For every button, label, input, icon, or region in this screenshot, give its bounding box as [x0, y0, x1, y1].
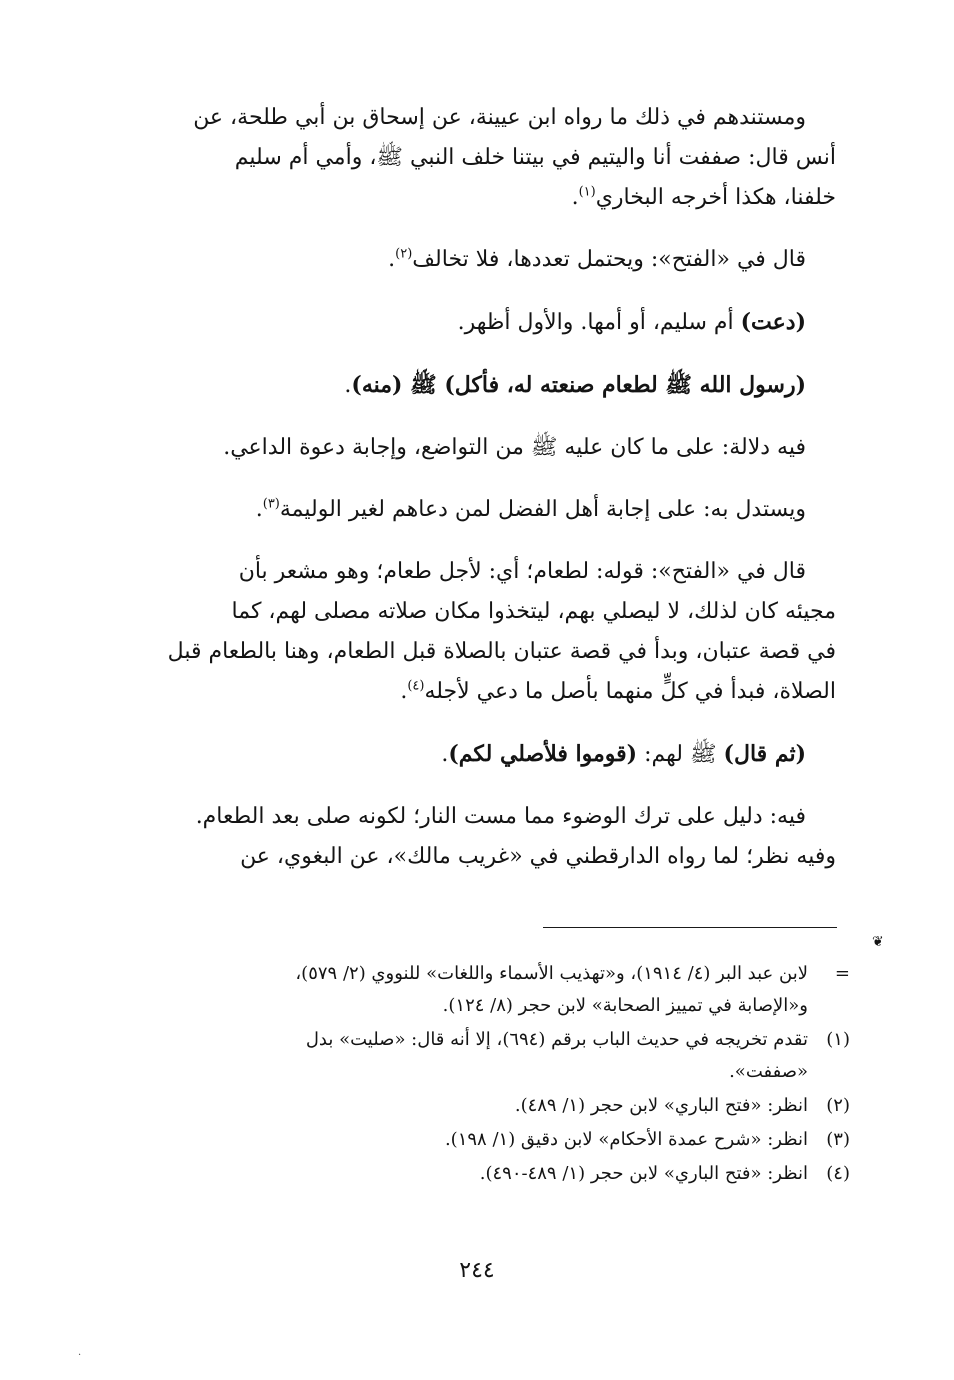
- quoted-phrase: (ثم قال): [723, 741, 806, 767]
- footnote-line: لابن عبد البر (٤/ ١٩١٤)، و«تهذيب الأسماء واللغات» للنووي (٢/ ٥٧٩)،: [295, 963, 808, 984]
- footnotes: [130, 958, 850, 1192]
- footnote-line: انظر: «فتح الباري» لابن حجر (١/ ٤٨٩).: [514, 1095, 808, 1116]
- footnote-continued: [130, 958, 850, 1022]
- scan-speck: ·: [78, 1350, 82, 1361]
- footnote-line: تقدم تخريجه في حديث الباب برقم (٦٩٤)، إلا أنه قال: «صليت» بدل: [305, 1029, 808, 1050]
- paragraph-5: [120, 428, 836, 468]
- paragraph-6: [120, 490, 836, 530]
- footnote-text: [130, 1090, 808, 1122]
- footnote-text: [130, 1158, 808, 1190]
- footnote-line: «صففت».: [729, 1061, 808, 1082]
- text-line: [120, 672, 836, 712]
- footnote-2: [130, 1090, 850, 1122]
- text-line: وفيه نظر؛ لما رواه الدارقطني في «غريب مالك»، عن البغوي، عن: [240, 844, 836, 869]
- paragraph-8: [120, 734, 836, 775]
- footnote-ref[interactable]: (٣): [262, 496, 280, 512]
- punctuation: .: [571, 185, 579, 210]
- text-fragment: الصلاة، فبدأ في كلٍّ منهما بأصل ما دعي لأجله: [424, 679, 836, 704]
- text-fragment: خلفنا، هكذا أخرجه البخاري: [595, 185, 836, 210]
- paragraph-2: [120, 240, 836, 280]
- text-line: مجيئه كان لذلك، لا ليصلي بهم، ليتخذوا مكان صلاته مصلى لهم، كما: [231, 599, 836, 624]
- page-number: ٢٤٤: [459, 1258, 495, 1283]
- footnote-text: [130, 1024, 808, 1088]
- footnote-number: (٣): [826, 1129, 850, 1150]
- text-fragment: ﷺ لهم:: [637, 742, 724, 767]
- footnote-line: انظر: «فتح الباري» لابن حجر (١/ ٤٨٩-٤٩٠).: [479, 1163, 808, 1184]
- text-fragment: ويستدل به: على إجابة أهل الفضل لمن دعاهم لغير الوليمة: [279, 497, 806, 522]
- footnote-separator: [543, 927, 837, 928]
- text-line: قال في «الفتح»: قوله: لطعام؛ أي: لأجل طعام؛ وهو مشعر بأن: [238, 559, 806, 584]
- footnote-number: (٢): [826, 1095, 850, 1116]
- quoted-phrase: (رسول الله ﷺ لطعام صنعته له، فأكل) ﷺ (منه): [351, 372, 806, 398]
- footnote-number: (١): [826, 1029, 850, 1050]
- footnote-number: =: [834, 963, 850, 984]
- text-fragment: فيه دلالة: على ما كان عليه ﷺ من التواضع، وإجابة دعوة الداعي.: [223, 435, 806, 460]
- footnote-text: [130, 958, 808, 1022]
- punctuation: .: [441, 742, 449, 767]
- footnote-number: (٤): [826, 1163, 850, 1184]
- text-line: أنس قال: صففت أنا واليتيم في بيتنا خلف النبي ﷺ، وأمي أم سليم: [234, 145, 836, 170]
- footnote-line: انظر: «شرح عمدة الأحكام» لابن دقيق (١/ ١٩٨).: [444, 1129, 808, 1150]
- punctuation: .: [400, 679, 408, 704]
- footnote-ref[interactable]: (٤): [407, 678, 425, 694]
- paragraph-7: [120, 552, 836, 712]
- main-text: [120, 98, 836, 899]
- punctuation: .: [344, 373, 352, 398]
- quoted-phrase: (دعت): [740, 309, 806, 335]
- punctuation: .: [388, 247, 396, 272]
- footnote-4: [130, 1158, 850, 1190]
- footnote-line: و«الإصابة في تمييز الصحابة» لابن حجر (٨/ ١٢٤).: [442, 995, 808, 1016]
- text-fragment: أم سليم، أو أمها. والأول أظهر.: [457, 310, 741, 335]
- quoted-phrase: (قوموا فلأصلي لكم): [448, 741, 638, 767]
- footnote-ref[interactable]: (١): [578, 184, 596, 200]
- footnote-text: [130, 1124, 808, 1156]
- paragraph-9: [120, 797, 836, 877]
- text-fragment: قال في «الفتح»: ويحتمل تعددها، فلا تخالف: [412, 247, 806, 272]
- footnote-1: [130, 1024, 850, 1088]
- punctuation: .: [255, 497, 263, 522]
- paragraph-1: [120, 98, 836, 218]
- footnote-ref[interactable]: (٢): [395, 246, 413, 262]
- text-line: فيه: دليل على ترك الوضوء مما مست النار؛ لكونه صلى بعد الطعام.: [195, 804, 806, 829]
- text-line: ومستندهم في ذلك ما رواه ابن عيينة، عن إسحاق بن أبي طلحة، عن: [193, 105, 806, 130]
- text-line: [120, 178, 836, 218]
- footnote-3: [130, 1124, 850, 1156]
- text-line: في قصة عتبان، وبدأ في قصة عتبان بالصلاة قبل الطعام، وهنا بالطعام قبل: [167, 639, 836, 664]
- ornament-mark: ❦: [872, 934, 884, 950]
- paragraph-4: [120, 365, 836, 406]
- paragraph-3: [120, 302, 836, 343]
